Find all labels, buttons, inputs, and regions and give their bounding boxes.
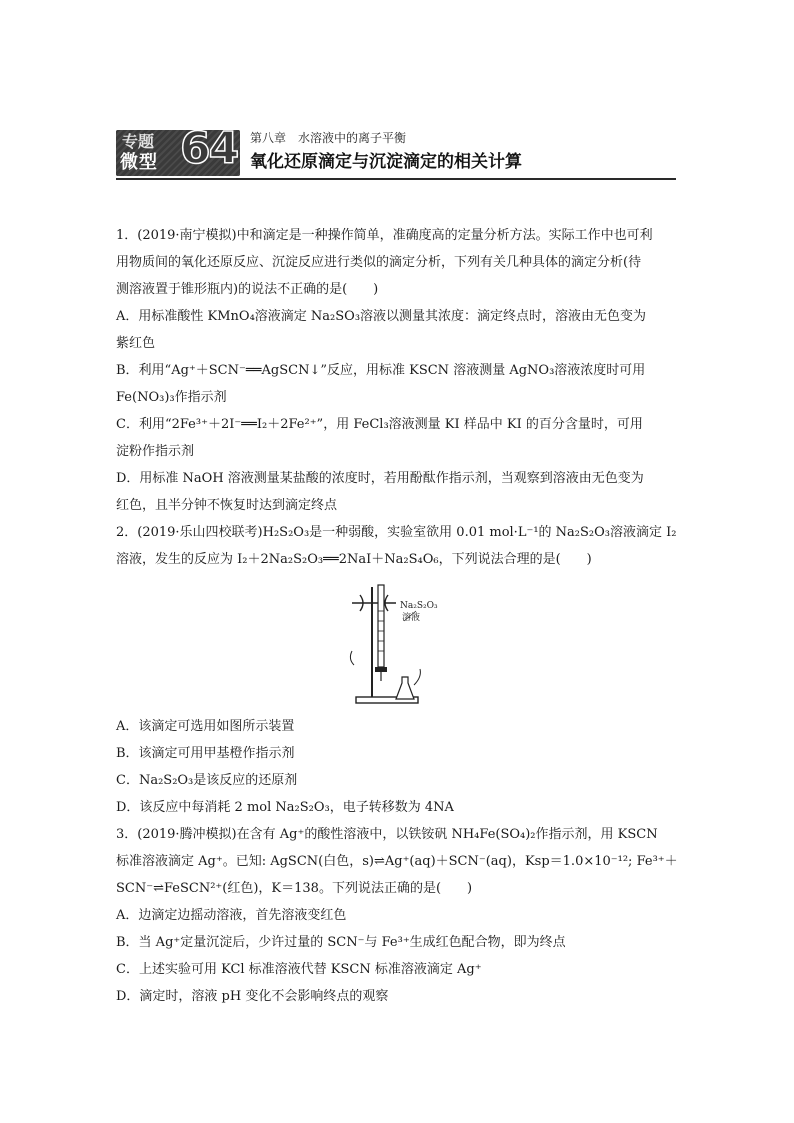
option-c-line: 淀粉作指示剂 (116, 444, 195, 459)
figure-label-solution: 溶液 (402, 613, 421, 623)
question-line: 测溶液置于锥形瓶内)的说法不正确的是( ) (116, 282, 379, 297)
option-d-line: 红色，且半分钟不恢复时达到滴定终点 (116, 498, 338, 513)
option-a-line: A．该滴定可选用如图所示装置 (116, 719, 295, 734)
header-divider (116, 178, 676, 180)
option-b-line: Fe(NO₃)₃作指示剂 (116, 390, 227, 405)
badge-bottom-text: 微型 (120, 152, 158, 173)
question-line: 3．(2019·腾冲模拟)在含有 Ag⁺的酸性溶液中，以铁铵矾 NH₄Fe(SO₄)₂作指示剂，用 KSCN (116, 827, 658, 842)
question-line: 1．(2019·南宁模拟)中和滴定是一种操作简单，准确度高的定量分析方法。实际工作中也可利 (116, 228, 653, 243)
titration-apparatus-icon (342, 581, 462, 707)
chapter-label: 第八章 水溶液中的离子平衡 (250, 131, 407, 145)
question-line: 用物质间的氧化还原反应、沉淀反应进行类似的滴定分析，下列有关几种具体的滴定分析(待 (116, 255, 642, 270)
figure-label-reagent: Na₂S₂O₃ (400, 601, 438, 611)
option-b-line: B．利用“Ag⁺＋SCN⁻══AgSCN↓”反应，用标准 KSCN 溶液测量 AgNO₃溶液浓度时可用 (116, 363, 646, 378)
option-a-line: A．边滴定边摇动溶液，首先溶液变红色 (116, 908, 347, 923)
option-a-line: 紫红色 (116, 336, 156, 351)
option-a-line: A．用标准酸性 KMnO₄溶液滴定 Na₂SO₃溶液以测量其浓度：滴定终点时，溶液由无色变为 (116, 309, 647, 324)
titration-apparatus-figure (116, 573, 680, 713)
section-header (116, 123, 676, 182)
question-line: 溶液，发生的反应为 I₂＋2Na₂S₂O₃══2NaI＋Na₂S₄O₆，下列说法合理的是( ) (116, 552, 592, 567)
option-b-line: B．该滴定可用甲基橙作指示剂 (116, 746, 295, 761)
option-d-line: D．滴定时，溶液 pH 变化不会影响终点的观察 (116, 989, 389, 1004)
option-c-line: C．利用“2Fe³⁺＋2I⁻══I₂＋2Fe²⁺”，用 FeCl₃溶液测量 KI 样品中 KI 的百分含量时，可用 (116, 417, 643, 432)
option-c-line: C．Na₂S₂O₃是该反应的还原剂 (116, 773, 298, 788)
page-title: 氧化还原滴定与沉淀滴定的相关计算 (250, 152, 522, 172)
option-d-line: D．用标准 NaOH 溶液测量某盐酸的浓度时，若用酚酞作指示剂，当观察到溶液由无色变为 (116, 471, 644, 486)
option-b-line: B．当 Ag⁺定量沉淀后，少许过量的 SCN⁻与 Fe³⁺生成红色配合物，即为终点 (116, 935, 566, 950)
option-d-line: D．该反应中每消耗 2 mol Na₂S₂O₃，电子转移数为 4NA (116, 800, 454, 815)
question-3 (116, 821, 680, 1010)
question-line: SCN⁻⇌FeSCN²⁺(红色)，K＝138。下列说法正确的是( ) (116, 881, 473, 896)
badge-number: 64 (180, 123, 238, 174)
question-1 (116, 222, 680, 519)
question-list (116, 222, 680, 1010)
question-line: 标准溶液滴定 Ag⁺。已知: AgSCN(白色，s)⇌Ag⁺(aq)＋SCN⁻(aq)，Ksp＝1.0×10⁻¹²; Fe³⁺＋ (116, 854, 678, 869)
option-c-line: C．上述实验可用 KCl 标准溶液代替 KSCN 标准溶液滴定 Ag⁺ (116, 962, 482, 977)
question-2 (116, 519, 680, 821)
question-line: 2．(2019·乐山四校联考)H₂S₂O₃是一种弱酸，实验室欲用 0.01 mol·L⁻¹的 Na₂S₂O₃溶液滴定 I₂ (116, 525, 677, 540)
badge-top-text: 专题 (122, 132, 155, 151)
